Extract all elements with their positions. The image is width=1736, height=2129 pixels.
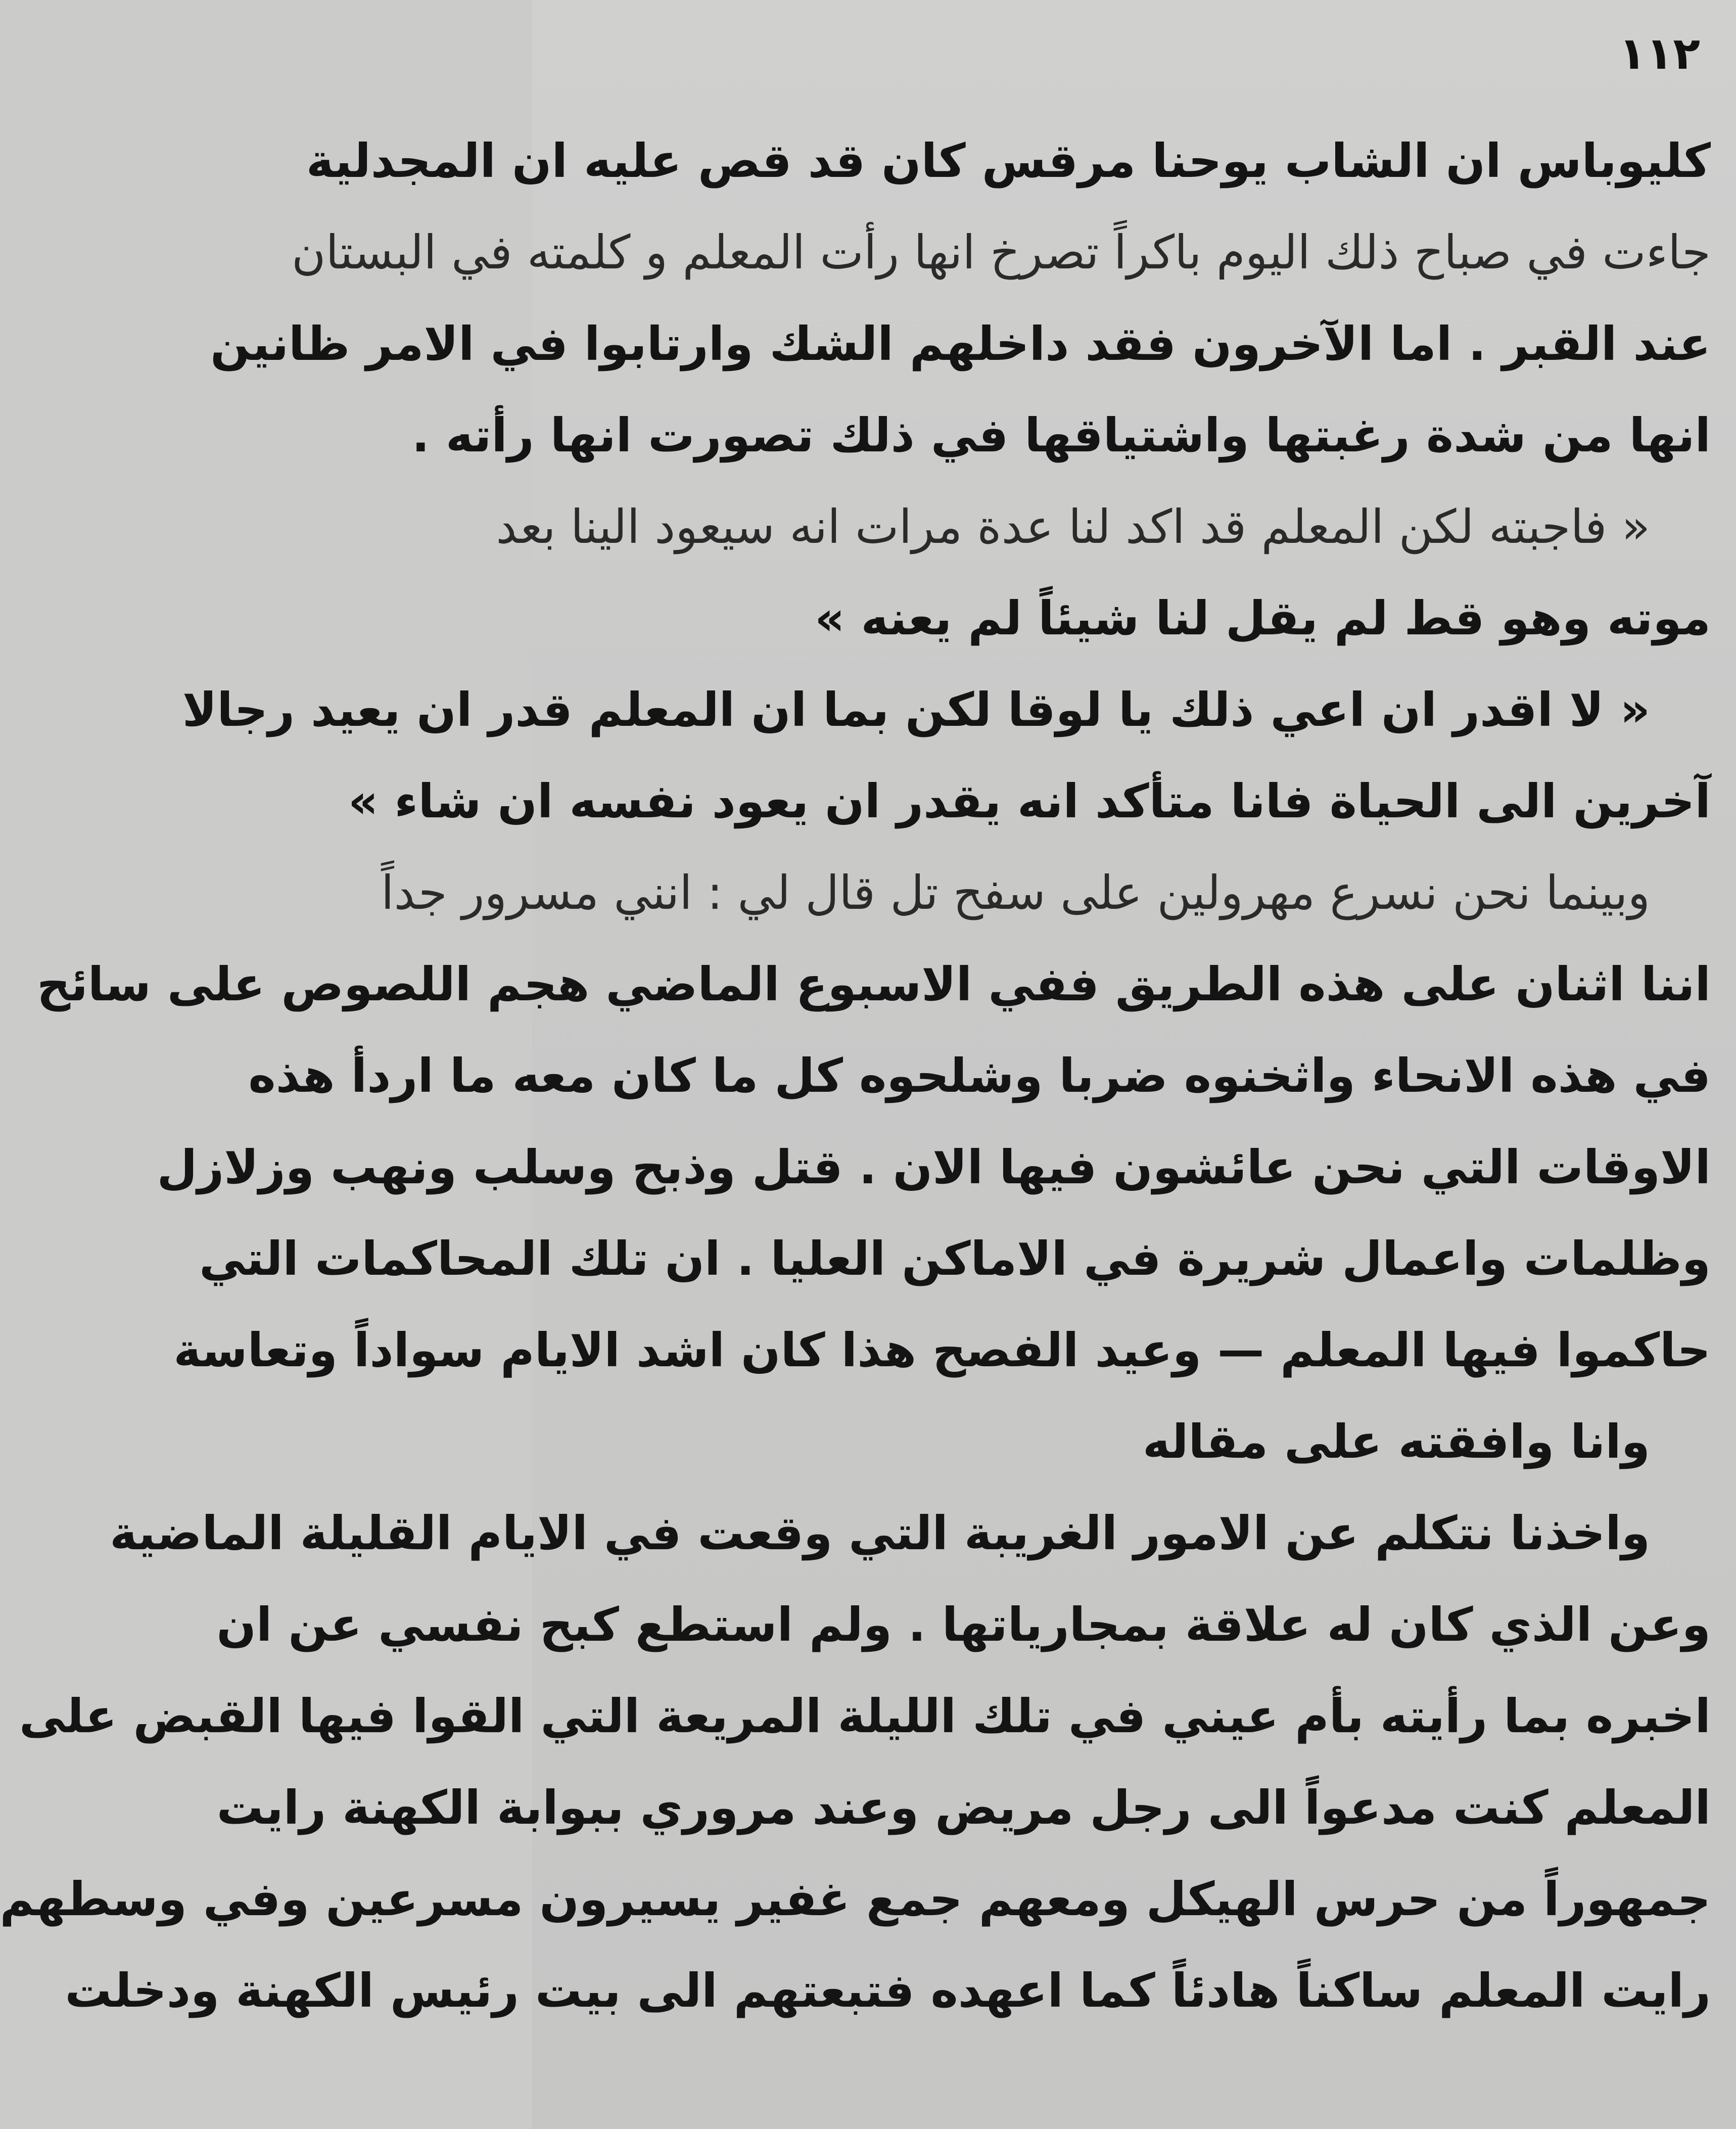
- text-line: انها من شدة رغبتها واشتياقها في ذلك تصورت انها رأته .: [411, 408, 1711, 462]
- text-line: كليوباس ان الشاب يوحنا مرقس كان قد قص عليه ان المجدلية: [306, 134, 1711, 188]
- text-line: موته وهو قط لم يقل لنا شيئاً لم يعنه »: [815, 591, 1711, 645]
- text-line: وظلمات واعمال شريرة في الاماكن العليا . ان تلك المحاكمات التي: [199, 1232, 1711, 1286]
- text-line: « لا اقدر ان اعي ذلك يا لوقا لكن بما ان المعلم قدر ان يعيد رجالا: [182, 683, 1650, 737]
- text-line: اننا اثنان على هذه الطريق ففي الاسبوع الماضي هجم اللصوص على سائح: [36, 957, 1711, 1011]
- text-line: اخبره بما رأيته بأم عيني في تلك الليلة المريعة التي القوا فيها القبض على: [19, 1689, 1711, 1743]
- text-line: رايت المعلم ساكناً هادئاً كما اعهده فتبعتهم الى بيت رئيس الكهنة ودخلت: [65, 1964, 1711, 2018]
- text-line: الاوقات التي نحن عائشون فيها الان . قتل وذبح وسلب ونهب وزلازل: [157, 1140, 1711, 1194]
- page-body-text: [0, 115, 1711, 2037]
- page-number: ١١٢: [1619, 27, 1701, 79]
- text-line: « فاجبته لكن المعلم قد اكد لنا عدة مرات انه سيعود الينا بعد: [496, 500, 1650, 554]
- text-line: حاكموا فيها المعلم — وعيد الفصح هذا كان اشد الايام سواداً وتعاسة: [173, 1323, 1711, 1377]
- text-line: جاءت في صباح ذلك اليوم باكراً تصرخ انها رأت المعلم و كلمته في البستان: [291, 225, 1711, 280]
- text-line: واخذنا نتكلم عن الامور الغريبة التي وقعت في الايام القليلة الماضية: [110, 1506, 1650, 1560]
- text-line: وبينما نحن نسرع مهرولين على سفح تل قال لي : انني مسرور جداً: [381, 866, 1650, 920]
- text-line: في هذه الانحاء واثخنوه ضربا وشلحوه كل ما كان معه ما اردأ هذه: [248, 1049, 1711, 1103]
- text-line: المعلم كنت مدعواً الى رجل مريض وعند مروري ببوابة الكهنة رايت: [216, 1781, 1711, 1835]
- text-line: جمهوراً من حرس الهيكل ومعهم جمع غفير يسيرون مسرعين وفي وسطهم: [0, 1872, 1711, 1926]
- text-line: وعن الذي كان له علاقة بمجارياتها . ولم استطع كبح نفسي عن ان: [216, 1598, 1711, 1652]
- text-line: آخرين الى الحياة فانا متأكد انه يقدر ان يعود نفسه ان شاء »: [348, 774, 1711, 828]
- text-line: وانا وافقته على مقاله: [1143, 1415, 1650, 1469]
- text-line: عند القبر . اما الآخرون فقد داخلهم الشك وارتابوا في الامر ظانين: [210, 317, 1711, 371]
